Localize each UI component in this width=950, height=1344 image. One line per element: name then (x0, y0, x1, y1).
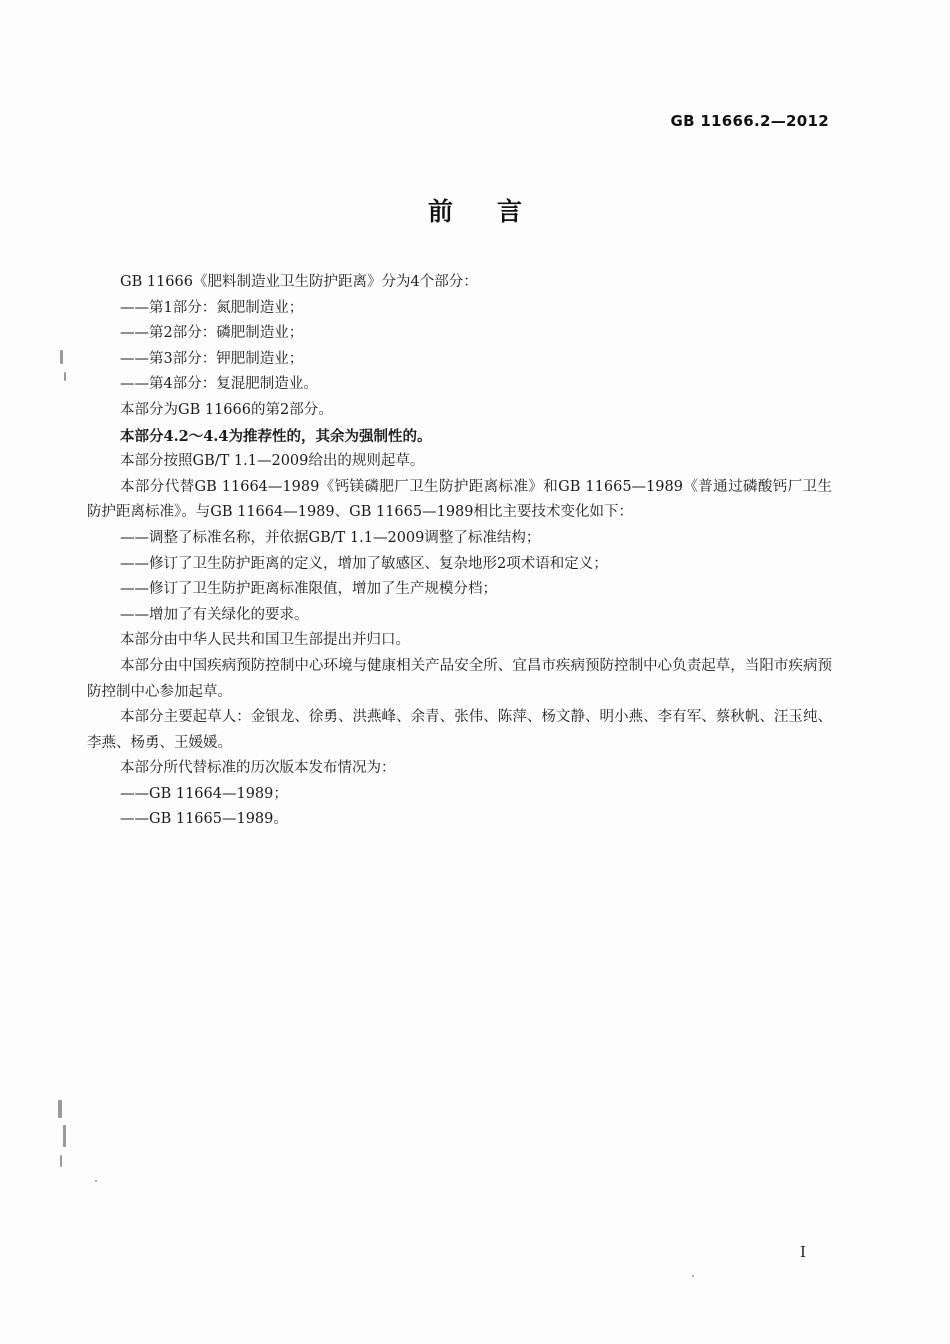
paragraph: 本部分代替GB 11664—1989《钙镁磷肥厂卫生防护距离标准》和GB 11665—1989《普通过磷酸钙厂卫生防护距离标准》。与GB 11664—1989、GB 11665—1989相比主要技术变化如下： (87, 478, 832, 521)
list-item: ——GB 11664—1989； (120, 785, 288, 802)
paragraph: GB 11666《肥料制造业卫生防护距离》分为4个部分： (120, 274, 478, 290)
list-item: ——增加了有关绿化的要求。 (120, 606, 309, 623)
list-item: ——调整了标准名称，并依据GB/T 1.1—2009调整了标准结构； (120, 529, 541, 546)
list-item: ——修订了卫生防护距离标准限值，增加了生产规模分档； (120, 581, 497, 598)
list-item: ——第4部分：复混肥制造业。 (120, 376, 318, 393)
document-code: GB 11666.2—2012 (670, 112, 829, 130)
list-item: ——第1部分：氮肥制造业； (120, 299, 304, 316)
list-item: ——GB 11665—1989。 (120, 811, 288, 828)
paragraph: 本部分4.2～4.4为推荐性的，其余为强制性的。 (120, 427, 432, 445)
paragraph: 本部分主要起草人：金银龙、徐勇、洪燕峰、余青、张伟、陈萍、杨文静、明小燕、李有军、蔡秋帆、汪玉纯、李燕、杨勇、王媛媛。 (87, 709, 832, 751)
paragraph: 本部分由中国疾病预防控制中心环境与健康相关产品安全所、宜昌市疾病预防控制中心负责起草，当阳市疾病预防控制中心参加起草。 (87, 657, 832, 700)
page-title: 前言 (427, 197, 566, 226)
list-item: ——第2部分：磷肥制造业； (120, 325, 304, 342)
page-number: I (800, 1243, 806, 1261)
paragraph: 本部分所代替标准的历次版本发布情况为： (120, 760, 396, 777)
list-item: ——第3部分：钾肥制造业； (120, 350, 304, 367)
paragraph: 本部分按照GB/T 1.1—2009给出的规则起草。 (120, 453, 425, 470)
foreword-body (87, 270, 832, 833)
paragraph: 本部分为GB 11666的第2部分。 (120, 401, 333, 418)
paragraph: 本部分由中华人民共和国卫生部提出并归口。 (120, 632, 410, 649)
list-item: ——修订了卫生防护距离的定义，增加了敏感区、复杂地形2项术语和定义； (120, 555, 608, 572)
